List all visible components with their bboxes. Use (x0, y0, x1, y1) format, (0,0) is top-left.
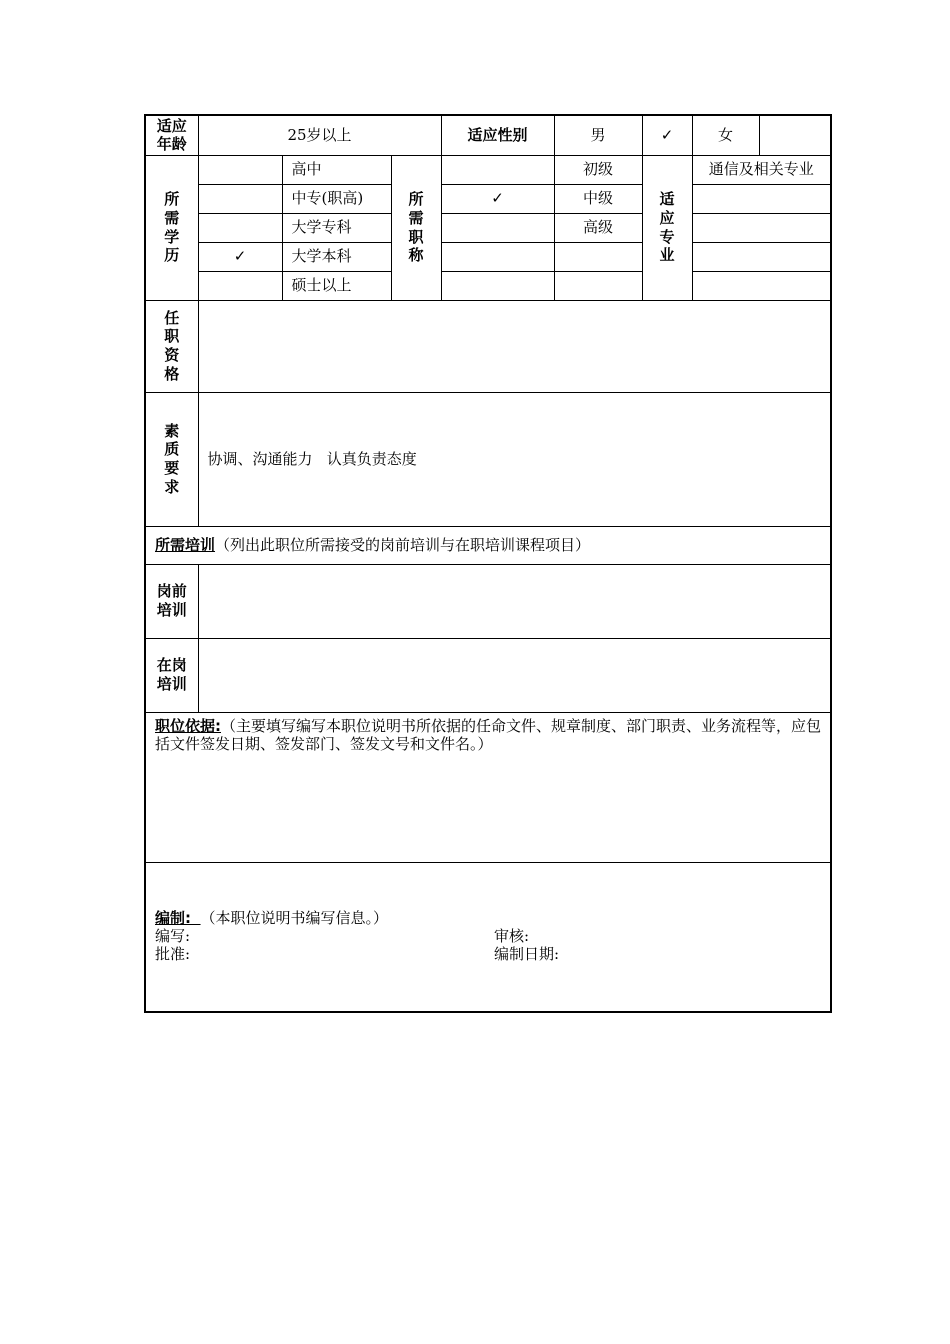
reviewer-label: 审核: (494, 926, 530, 945)
gender-male-check: ✓ (642, 115, 692, 155)
pre-training-label: 岗前 培训 (145, 564, 198, 638)
major-value-3 (692, 213, 831, 242)
qualification-row (145, 300, 831, 392)
education-row-5 (145, 271, 831, 300)
compile-note: （本职位说明书编写信息。） (200, 908, 389, 927)
gender-male: 男 (554, 115, 642, 155)
approver-label: 批准: (155, 944, 191, 963)
education-option-2: 中专(职高) (282, 184, 391, 213)
education-check-2 (198, 184, 282, 213)
gender-label: 适应性别 (441, 115, 554, 155)
education-option-1: 高中 (282, 155, 391, 184)
title-check-4 (441, 242, 554, 271)
quality-label: 素 质 要 求 (145, 392, 198, 526)
age-value: 25岁以上 (198, 115, 441, 155)
qualification-label: 任 职 资 格 (145, 300, 198, 392)
major-value-5 (692, 271, 831, 300)
education-check-1 (198, 155, 282, 184)
onjob-training-label: 在岗 培训 (145, 638, 198, 712)
training-note: （列出此职位所需接受的岗前培训与在职培训课程项目） (215, 535, 591, 554)
quality-content: 协调、沟通能力 认真负责态度 (198, 392, 831, 526)
sign-row-1 (155, 927, 821, 945)
pre-training-row (145, 564, 831, 638)
basis-note: （主要填写编写本职位说明书所依据的任命文件、规章制度、部门职责、业务流程等，应包括文件签发日期、签发部门、签发文号和文件名。） (155, 716, 822, 754)
age-gender-row (145, 115, 831, 155)
major-value-1: 通信及相关专业 (692, 155, 831, 184)
title-level-4 (554, 242, 642, 271)
writer-label: 编写: (155, 926, 191, 945)
education-option-3: 大学专科 (282, 213, 391, 242)
onjob-training-row (145, 638, 831, 712)
compile-header (155, 909, 821, 927)
pre-training-content (198, 564, 831, 638)
basis-cell (145, 712, 831, 862)
education-row-4 (145, 242, 831, 271)
title-label: 所 需 职 称 (391, 155, 441, 300)
major-value-2 (692, 184, 831, 213)
major-label: 适 应 专 业 (642, 155, 692, 300)
training-header-row (145, 526, 831, 564)
date-label: 编制日期: (494, 944, 560, 963)
sign-row-2 (155, 945, 821, 963)
title-level-2: 中级 (554, 184, 642, 213)
compile-row (145, 862, 831, 1012)
quality-row (145, 392, 831, 526)
education-check-4: ✓ (198, 242, 282, 271)
compile-heading: 编制: (155, 908, 191, 927)
education-option-5: 硕士以上 (282, 271, 391, 300)
title-check-5 (441, 271, 554, 300)
education-row-1 (145, 155, 831, 184)
education-check-5 (198, 271, 282, 300)
basis-heading: 职位依据: (155, 716, 221, 735)
training-header (145, 526, 831, 564)
gender-female: 女 (692, 115, 759, 155)
title-level-5 (554, 271, 642, 300)
gender-female-check (759, 115, 831, 155)
qualification-content (198, 300, 831, 392)
basis-row (145, 712, 831, 862)
training-heading: 所需培训 (155, 535, 216, 554)
title-check-3 (441, 213, 554, 242)
education-row-3 (145, 213, 831, 242)
education-option-4: 大学本科 (282, 242, 391, 271)
education-label: 所 需 学 历 (145, 155, 198, 300)
education-row-2 (145, 184, 831, 213)
major-value-4 (692, 242, 831, 271)
job-description-form (144, 114, 832, 1013)
title-check-2: ✓ (441, 184, 554, 213)
title-level-1: 初级 (554, 155, 642, 184)
education-check-3 (198, 213, 282, 242)
onjob-training-content (198, 638, 831, 712)
age-label: 适应 年龄 (145, 115, 198, 155)
title-check-1 (441, 155, 554, 184)
title-level-3: 高级 (554, 213, 642, 242)
compile-cell (145, 862, 831, 1012)
